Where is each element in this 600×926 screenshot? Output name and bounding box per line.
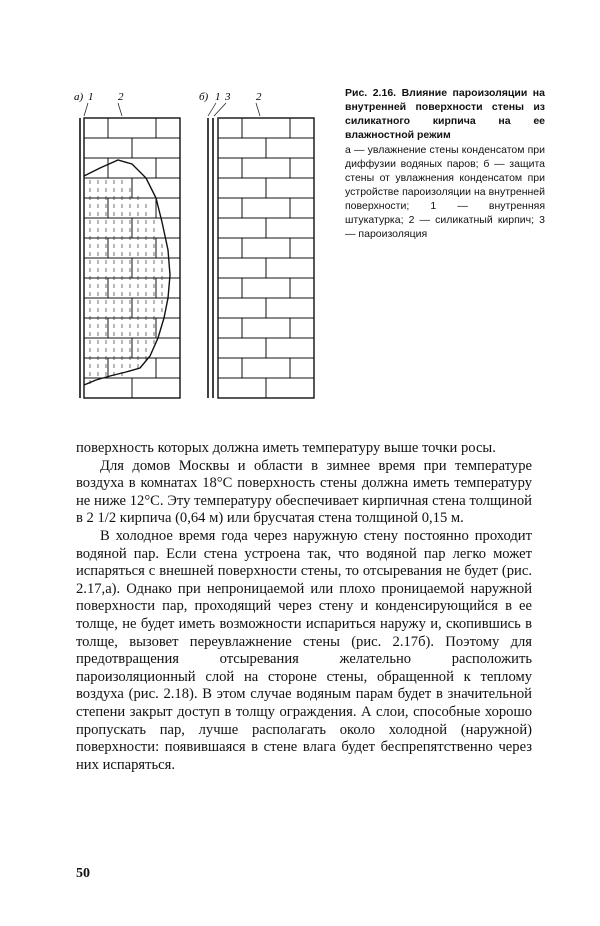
caption-title: Рис. 2.16. Влияние пароизоляции на внутренней поверхности стены из силикатного кирпича на ее влажностной режим [345, 87, 545, 141]
panel-b [199, 91, 314, 398]
condensation-curve [84, 160, 170, 385]
brick-wall-b [218, 118, 314, 398]
brick-wall-a [84, 118, 180, 398]
caption-body: а — увлажнение стены конденсатом при диффузии водяных паров; б — защита стены от увлажнения конденсатом при устройстве пароизоляции на внутренней поверхности; 1 — внутренняя штукатурка; 2 — силикатный кирпич; 3 — пароизоляция [345, 144, 545, 240]
paragraph-1: поверхность которых должна иметь температуру выше точки росы. [76, 440, 496, 456]
panel-b-callout-2: 2 [256, 91, 262, 103]
page-number: 50 [76, 866, 90, 881]
panel-a-callout-1: 1 [88, 91, 94, 103]
panel-a [74, 91, 180, 398]
panel-b-callout-1: 1 [215, 91, 221, 103]
figure-caption [345, 86, 545, 241]
paragraph-2: Для домов Москвы и области в зимнее время при температуре воздуха в комнатах 18°С поверхность стены должна иметь температуру не ниже 12°С. Эту температуру обеспечивает кирпичная стена толщиной в 2 1/2 кирпича (0,64 м) или брусчатая стена толщиной 0,15 м. [76, 457, 532, 527]
panel-a-callout-2: 2 [118, 91, 124, 103]
main-text [76, 440, 532, 774]
panel-b-callout-3: 3 [225, 91, 231, 103]
paragraph-3: В холодное время года через наружную стену постоянно проходит водяной пар. Если стена устроена так, что водяной пар легко может испаряться с внешней поверхности стены, то отсыревания не будет (рис. 2.17,а). Однако при непроницаемой или плохо проницаемой наружной поверхности пар, проходящий через стену и конденсирующийся в ее толще, не будет иметь возможности испариться наружу и, скопившись в толще, вызовет переувлажнение стены (рис. 2.17б). Поэтому для предотвращения отсыревания желательно расположить пароизоляционный слой на стороне стены, обращенной к теплому воздуха (рис. 2.18). В этом случае водяным парам будет в значительной степени закрыт доступ в толщу ограждения. А слои, способные хорошо пропускать пар, лучше располагать около холодной (наружной) поверхности: появившаяся в стене влага будет беспрепятственно через них испаряться. [76, 527, 532, 773]
panel-b-label: б) [199, 91, 209, 103]
panel-a-label: а) [74, 91, 84, 103]
